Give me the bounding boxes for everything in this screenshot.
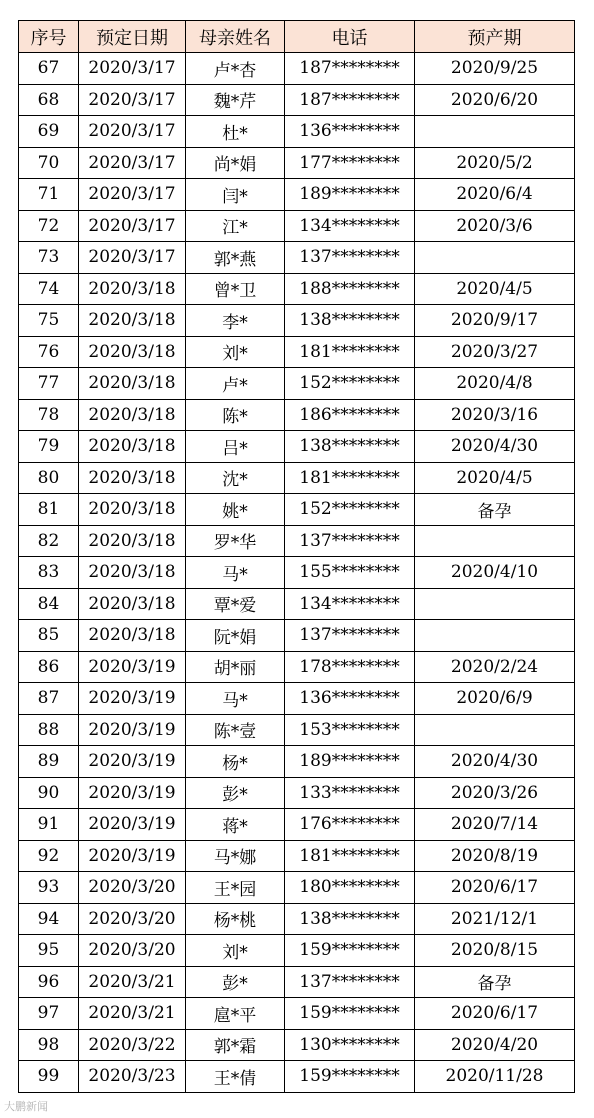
mother-name-cell: 马* (186, 557, 285, 589)
table-row (19, 903, 575, 935)
phone-cell: 159******** (285, 998, 415, 1030)
booking-date-cell: 2020/3/18 (79, 588, 186, 620)
seq-cell: 85 (19, 620, 79, 652)
due-date-cell: 2020/8/19 (415, 840, 575, 872)
booking-date-cell: 2020/3/19 (79, 840, 186, 872)
booking-date-cell: 2020/3/18 (79, 462, 186, 494)
seq-cell: 74 (19, 273, 79, 305)
due-date-cell: 2021/12/1 (415, 903, 575, 935)
booking-date-cell: 2020/3/18 (79, 305, 186, 337)
header-booking-date: 预定日期 (79, 21, 186, 53)
table-row (19, 399, 575, 431)
table-row (19, 777, 575, 809)
table-row (19, 305, 575, 337)
booking-date-cell: 2020/3/19 (79, 809, 186, 841)
seq-cell: 72 (19, 210, 79, 242)
mother-name-cell: 扈*平 (186, 998, 285, 1030)
phone-cell: 178******** (285, 651, 415, 683)
due-date-cell: 2020/7/14 (415, 809, 575, 841)
booking-date-cell: 2020/3/21 (79, 998, 186, 1030)
seq-cell: 84 (19, 588, 79, 620)
phone-cell: 134******** (285, 210, 415, 242)
watermark: 大鹏新闻 (4, 1100, 48, 1113)
booking-date-cell: 2020/3/19 (79, 746, 186, 778)
table-row (19, 431, 575, 463)
due-date-cell: 2020/9/25 (415, 53, 575, 85)
phone-cell: 189******** (285, 746, 415, 778)
phone-cell: 134******** (285, 588, 415, 620)
due-date-cell: 2020/4/8 (415, 368, 575, 400)
mother-name-cell: 胡*丽 (186, 651, 285, 683)
seq-cell: 96 (19, 966, 79, 998)
seq-cell: 86 (19, 651, 79, 683)
booking-date-cell: 2020/3/18 (79, 336, 186, 368)
due-date-cell: 2020/6/17 (415, 998, 575, 1030)
booking-date-cell: 2020/3/19 (79, 683, 186, 715)
seq-cell: 88 (19, 714, 79, 746)
phone-cell: 133******** (285, 777, 415, 809)
booking-date-cell: 2020/3/17 (79, 53, 186, 85)
mother-name-cell: 江* (186, 210, 285, 242)
phone-cell: 138******** (285, 431, 415, 463)
booking-date-cell: 2020/3/18 (79, 494, 186, 526)
due-date-cell: 2020/3/26 (415, 777, 575, 809)
phone-cell: 138******** (285, 305, 415, 337)
due-date-cell: 2020/6/9 (415, 683, 575, 715)
phone-cell: 186******** (285, 399, 415, 431)
phone-cell: 152******** (285, 494, 415, 526)
booking-date-cell: 2020/3/21 (79, 966, 186, 998)
phone-cell: 138******** (285, 903, 415, 935)
mother-name-cell: 马* (186, 683, 285, 715)
booking-date-cell: 2020/3/18 (79, 399, 186, 431)
booking-date-cell: 2020/3/19 (79, 714, 186, 746)
mother-name-cell: 彭* (186, 966, 285, 998)
seq-cell: 99 (19, 1061, 79, 1093)
table-row (19, 872, 575, 904)
due-date-cell (415, 525, 575, 557)
due-date-cell: 备孕 (415, 494, 575, 526)
due-date-cell (415, 116, 575, 148)
table-body (19, 21, 575, 1093)
mother-name-cell: 阮*娟 (186, 620, 285, 652)
phone-cell: 187******** (285, 84, 415, 116)
booking-date-cell: 2020/3/17 (79, 116, 186, 148)
due-date-cell: 2020/4/10 (415, 557, 575, 589)
seq-cell: 68 (19, 84, 79, 116)
table-row (19, 525, 575, 557)
seq-cell: 70 (19, 147, 79, 179)
mother-name-cell: 陈*壹 (186, 714, 285, 746)
seq-cell: 92 (19, 840, 79, 872)
phone-cell: 153******** (285, 714, 415, 746)
phone-cell: 189******** (285, 179, 415, 211)
due-date-cell: 2020/5/2 (415, 147, 575, 179)
table-row (19, 116, 575, 148)
due-date-cell (415, 242, 575, 274)
seq-cell: 98 (19, 1029, 79, 1061)
table-row (19, 809, 575, 841)
phone-cell: 176******** (285, 809, 415, 841)
mother-name-cell: 杨*桃 (186, 903, 285, 935)
due-date-cell: 2020/3/27 (415, 336, 575, 368)
phone-cell: 137******** (285, 242, 415, 274)
due-date-cell (415, 620, 575, 652)
mother-name-cell: 李* (186, 305, 285, 337)
phone-cell: 181******** (285, 336, 415, 368)
due-date-cell: 2020/6/20 (415, 84, 575, 116)
seq-cell: 95 (19, 935, 79, 967)
due-date-cell: 2020/4/5 (415, 462, 575, 494)
mother-name-cell: 闫* (186, 179, 285, 211)
due-date-cell: 2020/6/17 (415, 872, 575, 904)
table-row (19, 84, 575, 116)
booking-date-cell: 2020/3/18 (79, 557, 186, 589)
mother-name-cell: 魏*芹 (186, 84, 285, 116)
seq-cell: 93 (19, 872, 79, 904)
mother-name-cell: 曾*卫 (186, 273, 285, 305)
seq-cell: 76 (19, 336, 79, 368)
seq-cell: 73 (19, 242, 79, 274)
booking-date-cell: 2020/3/17 (79, 84, 186, 116)
table-row (19, 494, 575, 526)
mother-name-cell: 王*倩 (186, 1061, 285, 1093)
due-date-cell: 2020/8/15 (415, 935, 575, 967)
booking-date-cell: 2020/3/20 (79, 935, 186, 967)
seq-cell: 81 (19, 494, 79, 526)
mother-name-cell: 卢*杏 (186, 53, 285, 85)
seq-cell: 78 (19, 399, 79, 431)
mother-name-cell: 陈* (186, 399, 285, 431)
table-row (19, 336, 575, 368)
phone-cell: 177******** (285, 147, 415, 179)
phone-cell: 155******** (285, 557, 415, 589)
due-date-cell: 2020/4/20 (415, 1029, 575, 1061)
table-row (19, 53, 575, 85)
phone-cell: 180******** (285, 872, 415, 904)
mother-name-cell: 卢* (186, 368, 285, 400)
due-date-cell: 备孕 (415, 966, 575, 998)
due-date-cell (415, 588, 575, 620)
phone-cell: 181******** (285, 840, 415, 872)
booking-date-cell: 2020/3/17 (79, 210, 186, 242)
mother-name-cell: 覃*爱 (186, 588, 285, 620)
mother-name-cell: 杨* (186, 746, 285, 778)
mother-name-cell: 王*园 (186, 872, 285, 904)
booking-date-cell: 2020/3/17 (79, 179, 186, 211)
booking-date-cell: 2020/3/19 (79, 777, 186, 809)
due-date-cell: 2020/3/6 (415, 210, 575, 242)
booking-table (18, 20, 575, 1093)
due-date-cell: 2020/3/16 (415, 399, 575, 431)
phone-cell: 159******** (285, 1061, 415, 1093)
mother-name-cell: 罗*华 (186, 525, 285, 557)
due-date-cell: 2020/11/28 (415, 1061, 575, 1093)
table-row (19, 368, 575, 400)
header-mother-name: 母亲姓名 (186, 21, 285, 53)
seq-cell: 83 (19, 557, 79, 589)
table-row (19, 1061, 575, 1093)
mother-name-cell: 刘* (186, 336, 285, 368)
seq-cell: 67 (19, 53, 79, 85)
booking-date-cell: 2020/3/20 (79, 872, 186, 904)
phone-cell: 187******** (285, 53, 415, 85)
phone-cell: 188******** (285, 273, 415, 305)
phone-cell: 152******** (285, 368, 415, 400)
seq-cell: 89 (19, 746, 79, 778)
seq-cell: 80 (19, 462, 79, 494)
seq-cell: 71 (19, 179, 79, 211)
header-seq: 序号 (19, 21, 79, 53)
table-row (19, 620, 575, 652)
seq-cell: 91 (19, 809, 79, 841)
mother-name-cell: 沈* (186, 462, 285, 494)
seq-cell: 87 (19, 683, 79, 715)
table-row (19, 557, 575, 589)
seq-cell: 69 (19, 116, 79, 148)
seq-cell: 82 (19, 525, 79, 557)
mother-name-cell: 郭*燕 (186, 242, 285, 274)
table-row (19, 935, 575, 967)
booking-date-cell: 2020/3/19 (79, 651, 186, 683)
booking-date-cell: 2020/3/18 (79, 431, 186, 463)
mother-name-cell: 马*娜 (186, 840, 285, 872)
table-row (19, 651, 575, 683)
seq-cell: 75 (19, 305, 79, 337)
due-date-cell: 2020/4/30 (415, 431, 575, 463)
due-date-cell (415, 714, 575, 746)
seq-cell: 79 (19, 431, 79, 463)
header-row (19, 21, 575, 53)
phone-cell: 137******** (285, 620, 415, 652)
table-row (19, 210, 575, 242)
booking-date-cell: 2020/3/18 (79, 368, 186, 400)
table-row (19, 1029, 575, 1061)
booking-date-cell: 2020/3/20 (79, 903, 186, 935)
due-date-cell: 2020/4/30 (415, 746, 575, 778)
due-date-cell: 2020/4/5 (415, 273, 575, 305)
mother-name-cell: 吕* (186, 431, 285, 463)
phone-cell: 130******** (285, 1029, 415, 1061)
booking-date-cell: 2020/3/17 (79, 147, 186, 179)
phone-cell: 159******** (285, 935, 415, 967)
table-row (19, 714, 575, 746)
seq-cell: 94 (19, 903, 79, 935)
seq-cell: 90 (19, 777, 79, 809)
table-row (19, 147, 575, 179)
mother-name-cell: 蒋* (186, 809, 285, 841)
table-row (19, 746, 575, 778)
mother-name-cell: 郭*霜 (186, 1029, 285, 1061)
due-date-cell: 2020/2/24 (415, 651, 575, 683)
table-row (19, 966, 575, 998)
booking-date-cell: 2020/3/23 (79, 1061, 186, 1093)
table-row (19, 242, 575, 274)
table-row (19, 683, 575, 715)
phone-cell: 137******** (285, 966, 415, 998)
phone-cell: 136******** (285, 116, 415, 148)
booking-date-cell: 2020/3/18 (79, 525, 186, 557)
table-row (19, 179, 575, 211)
booking-date-cell: 2020/3/18 (79, 273, 186, 305)
due-date-cell: 2020/9/17 (415, 305, 575, 337)
mother-name-cell: 彭* (186, 777, 285, 809)
mother-name-cell: 尚*娟 (186, 147, 285, 179)
table-row (19, 588, 575, 620)
mother-name-cell: 姚* (186, 494, 285, 526)
table-row (19, 840, 575, 872)
table-row (19, 998, 575, 1030)
header-phone: 电话 (285, 21, 415, 53)
due-date-cell: 2020/6/4 (415, 179, 575, 211)
seq-cell: 97 (19, 998, 79, 1030)
seq-cell: 77 (19, 368, 79, 400)
phone-cell: 136******** (285, 683, 415, 715)
mother-name-cell: 刘* (186, 935, 285, 967)
phone-cell: 181******** (285, 462, 415, 494)
booking-date-cell: 2020/3/17 (79, 242, 186, 274)
table-row (19, 462, 575, 494)
table-row (19, 273, 575, 305)
booking-date-cell: 2020/3/22 (79, 1029, 186, 1061)
mother-name-cell: 杜* (186, 116, 285, 148)
header-due-date: 预产期 (415, 21, 575, 53)
booking-date-cell: 2020/3/18 (79, 620, 186, 652)
phone-cell: 137******** (285, 525, 415, 557)
